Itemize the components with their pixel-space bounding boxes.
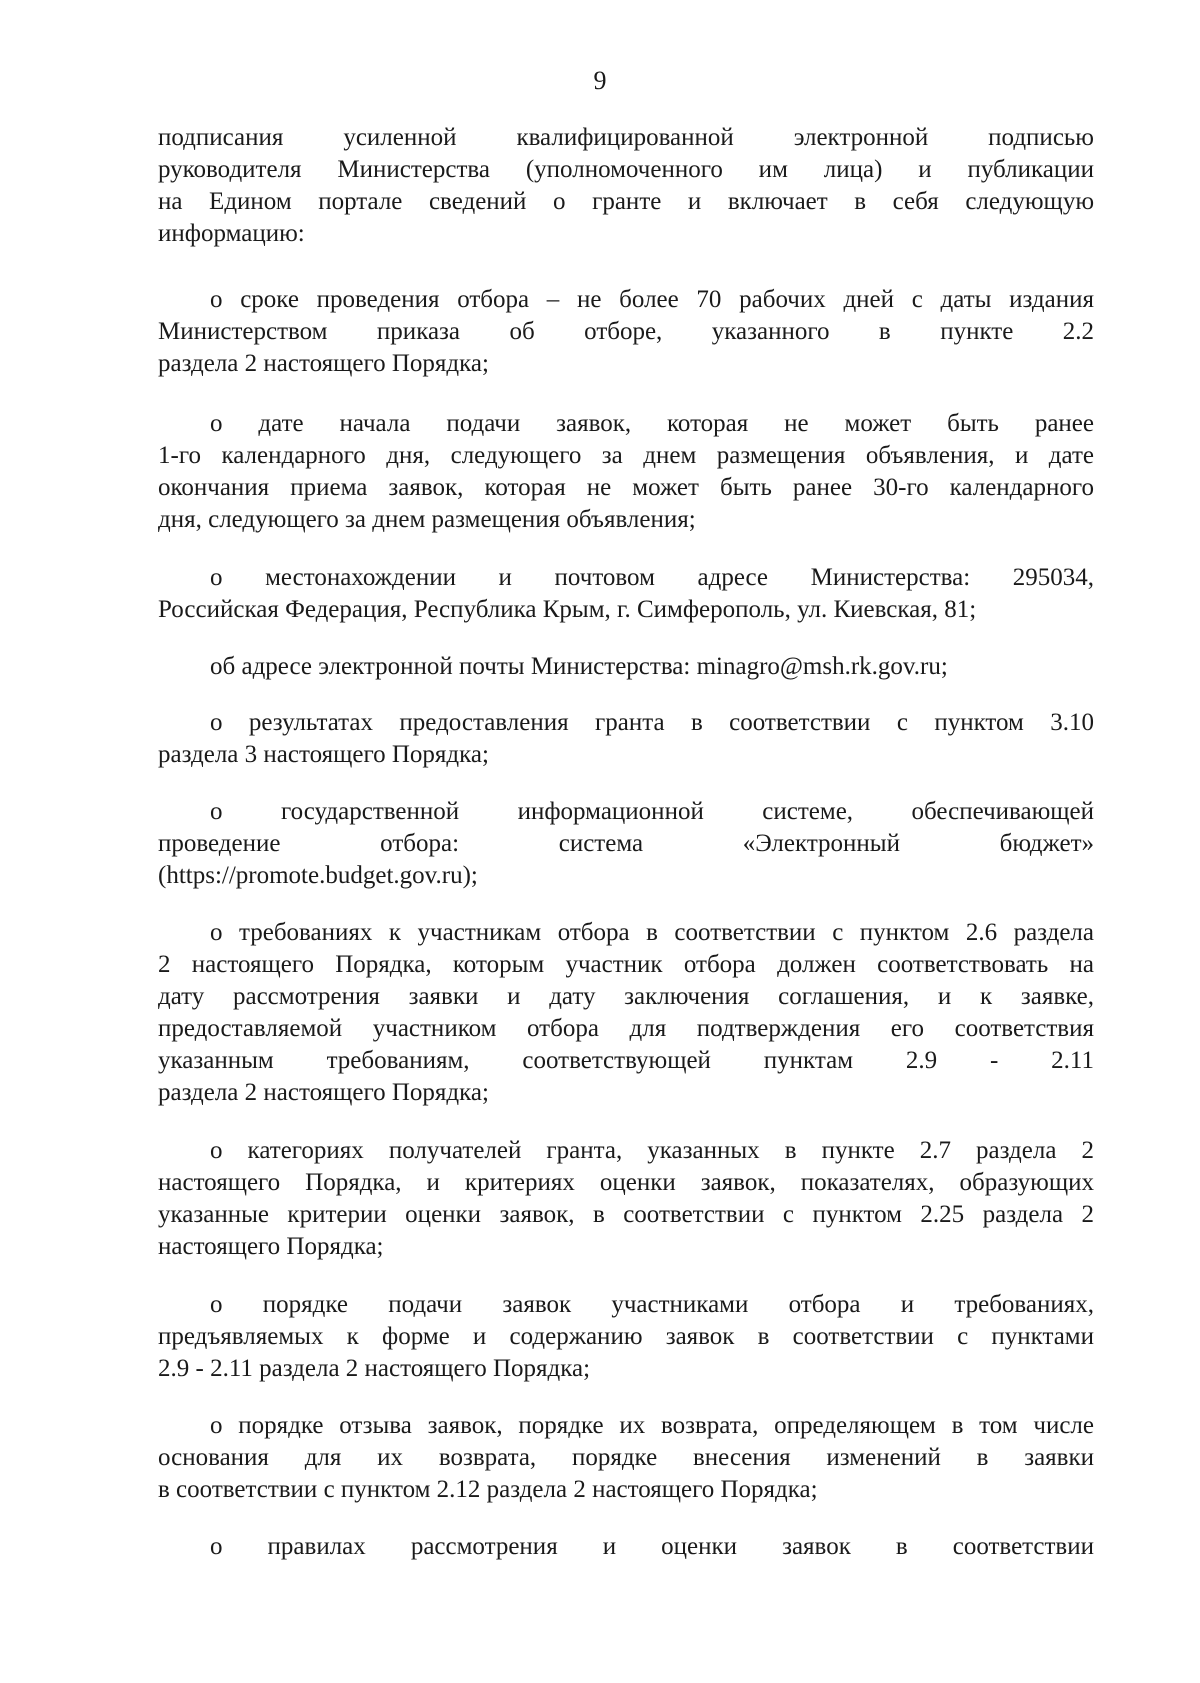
- text-line: 2 настоящего Порядка, которым участник отбора должен соответствовать на: [158, 951, 1094, 978]
- paragraph-selection-term: [158, 284, 1094, 380]
- text-line: настоящего Порядка, и критериях оценки заявок, показателях, образующих: [158, 1169, 1094, 1196]
- text-line: 1-го календарного дня, следующего за днем размещения объявления, и дате: [158, 442, 1094, 469]
- paragraph-recipient-categories: [158, 1135, 1094, 1263]
- text-line: раздела 2 настоящего Порядка;: [158, 350, 489, 377]
- text-line: о государственной информационной системе, обеспечивающей: [210, 798, 1094, 825]
- text-line: предоставляемой участником отбора для подтверждения его соответствия: [158, 1015, 1094, 1042]
- paragraph-submission-procedure: [158, 1289, 1094, 1385]
- text-line: в соответствии с пунктом 2.12 раздела 2 настоящего Порядка;: [158, 1476, 818, 1503]
- text-line: информацию:: [158, 220, 305, 247]
- text-line: об адресе электронной почты Министерства: minagro@msh.rk.gov.ru;: [210, 653, 948, 680]
- text-line: настоящего Порядка;: [158, 1233, 384, 1260]
- text-line: 2.9 - 2.11 раздела 2 настоящего Порядка;: [158, 1355, 591, 1382]
- paragraph-ministry-address: [158, 562, 1094, 626]
- text-line: раздела 3 настоящего Порядка;: [158, 741, 489, 768]
- text-line: руководителя Министерства (уполномоченного им лица) и публикации: [158, 156, 1094, 183]
- page-number: 9: [593, 66, 607, 95]
- paragraph-intro: [158, 122, 1094, 250]
- paragraph-application-dates: [158, 408, 1094, 536]
- text-line: предъявляемых к форме и содержанию заявок в соответствии с пунктами: [158, 1323, 1094, 1350]
- paragraph-grant-results: [158, 707, 1094, 771]
- text-line: о порядке отзыва заявок, порядке их возврата, определяющем в том числе: [210, 1412, 1094, 1439]
- text-line: указанным требованиям, соответствующей пунктам 2.9 - 2.11: [158, 1047, 1094, 1074]
- text-line: основания для их возврата, порядке внесения изменений в заявки: [158, 1444, 1094, 1471]
- text-line: Министерством приказа об отборе, указанного в пункте 2.2: [158, 318, 1094, 345]
- paragraph-withdrawal-procedure: [158, 1410, 1094, 1506]
- paragraph-ministry-email: [158, 651, 1094, 683]
- text-line: о результатах предоставления гранта в соответствии с пунктом 3.10: [210, 709, 1094, 736]
- text-line: о порядке подачи заявок участниками отбора и требованиях,: [210, 1291, 1094, 1318]
- text-line: о сроке проведения отбора – не более 70 рабочих дней с даты издания: [210, 286, 1094, 313]
- paragraph-review-rules: [158, 1531, 1094, 1563]
- text-line: о местонахождении и почтовом адресе Министерства: 295034,: [210, 564, 1094, 591]
- text-line: о категориях получателей гранта, указанных в пункте 2.7 раздела 2: [210, 1137, 1094, 1164]
- text-line: дату рассмотрения заявки и дату заключения соглашения, и к заявке,: [158, 983, 1094, 1010]
- text-line: о дате начала подачи заявок, которая не может быть ранее: [210, 410, 1094, 437]
- text-line: указанные критерии оценки заявок, в соответствии с пунктом 2.25 раздела 2: [158, 1201, 1094, 1228]
- text-line: о правилах рассмотрения и оценки заявок в соответствии: [210, 1533, 1094, 1560]
- text-line: проведение отбора: система «Электронный бюджет»: [158, 830, 1094, 857]
- text-line: (https://promote.budget.gov.ru);: [158, 862, 478, 889]
- paragraph-participant-requirements: [158, 917, 1094, 1109]
- text-line: Российская Федерация, Республика Крым, г. Симферополь, ул. Киевская, 81;: [158, 596, 977, 623]
- paragraph-information-system: [158, 796, 1094, 892]
- text-line: подписания усиленной квалифицированной электронной подписью: [158, 124, 1094, 151]
- text-line: раздела 2 настоящего Порядка;: [158, 1079, 489, 1106]
- text-line: о требованиях к участникам отбора в соответствии с пунктом 2.6 раздела: [210, 919, 1094, 946]
- text-line: на Едином портале сведений о гранте и включает в себя следующую: [158, 188, 1094, 215]
- text-line: окончания приема заявок, которая не может быть ранее 30-го календарного: [158, 474, 1094, 501]
- text-line: дня, следующего за днем размещения объявления;: [158, 506, 696, 533]
